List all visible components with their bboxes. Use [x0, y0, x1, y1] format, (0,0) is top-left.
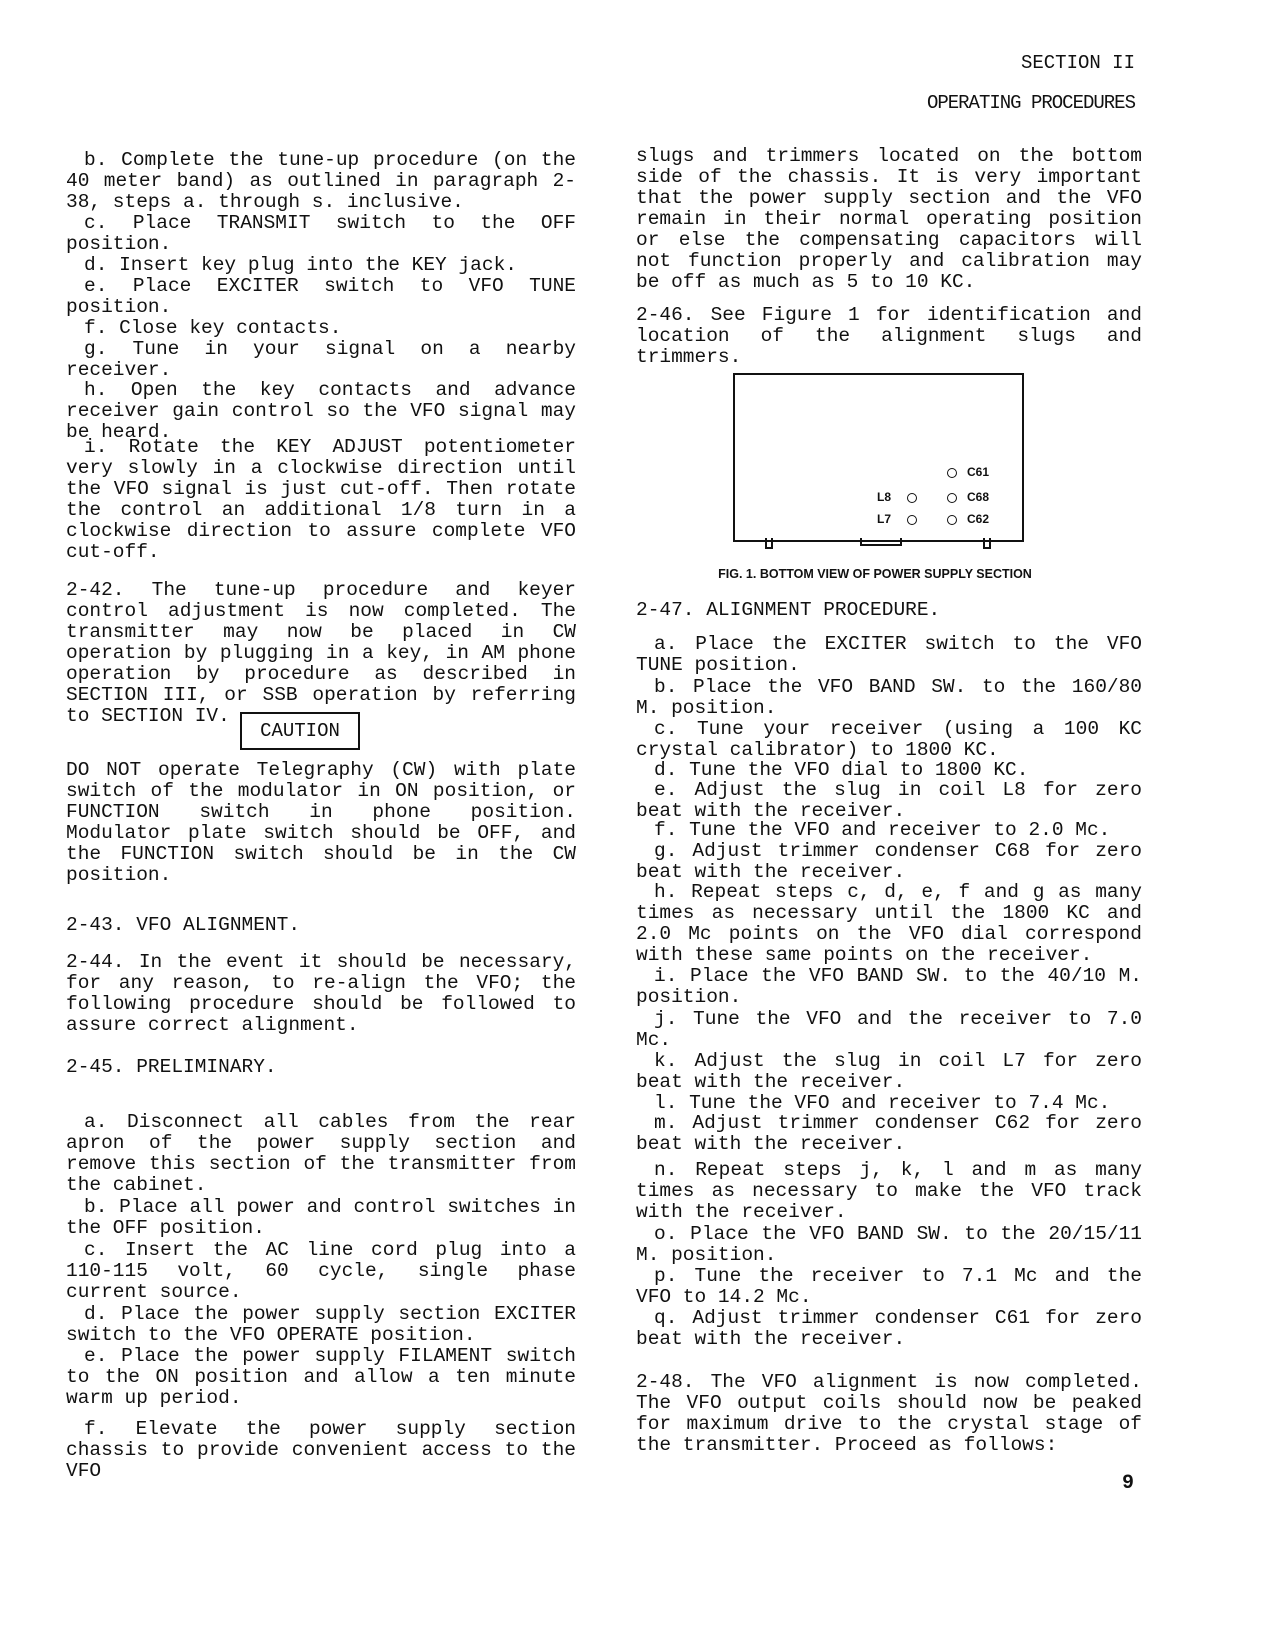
caution-text: DO NOT operate Telegraphy (CW) with plate switch of the modulator in ON position, or FUNCTION switch in phone position. Modulator plate switch should be OFF, and the FUNCTION switch should be in the CW position. — [66, 759, 576, 886]
align-l: l. Tune the VFO and receiver to 7.4 Mc. — [654, 1092, 1111, 1114]
c68-hole — [947, 493, 957, 503]
figure-caption: FIG. 1. BOTTOM VIEW OF POWER SUPPLY SECTION — [718, 567, 1032, 581]
align-m: m. Adjust trimmer condenser C62 for zero beat with the receiver. — [636, 1112, 1142, 1155]
chassis-foot — [983, 538, 991, 549]
prelim-c: c. Insert the AC line cord plug into a 110-115 volt, 60 cycle, single phase current source. — [66, 1239, 576, 1303]
prelim-b: b. Place all power and control switches in the OFF position. — [66, 1196, 576, 1239]
align-j: j. Tune the VFO and the receiver to 7.0 Mc. — [636, 1008, 1142, 1051]
step-c: c. Place TRANSMIT switch to the OFF position. — [66, 212, 576, 255]
section-title: OPERATING PROCEDURES — [926, 92, 1135, 114]
section-header: SECTION II — [1020, 52, 1135, 74]
para-continued: slugs and trimmers located on the bottom side of the chassis. It is very important that the power supply section and the VFO remain in their normal operating position or else the compensating capacitors will not function properly and calibration may be off as much as 5 to 10 KC. — [636, 145, 1142, 293]
para-2-46: 2-46. See Figure 1 for identification and location of the alignment slugs and trimmers. — [636, 304, 1142, 368]
prelim-d: d. Place the power supply section EXCITER switch to the VFO OPERATE position. — [66, 1303, 576, 1346]
c62-hole — [947, 515, 957, 525]
label-c61: C61 — [967, 465, 990, 479]
align-q: q. Adjust trimmer condenser C61 for zero beat with the receiver. — [636, 1307, 1142, 1350]
para-2-42: 2-42. The tune-up procedure and keyer control adjustment is now completed. The transmitter may now be placed in CW operation by plugging in a key, in AM phone operation by procedure as described in SECTION III, or SSB operation by referring to SECTION IV. — [66, 579, 576, 727]
step-e: e. Place EXCITER switch to VFO TUNE position. — [66, 275, 576, 318]
chassis-foot — [765, 538, 773, 549]
align-k: k. Adjust the slug in coil L7 for zero beat with the receiver. — [636, 1050, 1142, 1093]
step-d: d. Insert key plug into the KEY jack. — [84, 254, 517, 276]
align-a: a. Place the EXCITER switch to the VFO TUNE position. — [636, 633, 1142, 676]
para-2-44: 2-44. In the event it should be necessary, for any reason, to re-align the VFO; the following procedure should be followed to assure correct alignment. — [66, 951, 576, 1036]
align-d: d. Tune the VFO dial to 1800 KC. — [654, 759, 1029, 781]
prelim-a: a. Disconnect all cables from the rear apron of the power supply section and remove this section of the transmitter from the cabinet. — [66, 1111, 576, 1196]
heading-2-47: 2-47. ALIGNMENT PROCEDURE. — [636, 599, 941, 621]
figure-1-diagram — [733, 373, 1024, 542]
align-p: p. Tune the receiver to 7.1 Mc and the VFO to 14.2 Mc. — [636, 1265, 1142, 1308]
align-f: f. Tune the VFO and receiver to 2.0 Mc. — [654, 819, 1111, 841]
align-c: c. Tune your receiver (using a 100 KC crystal calibrator) to 1800 KC. — [636, 718, 1142, 761]
page-number: 9 — [1122, 1472, 1135, 1495]
c61-hole — [947, 468, 957, 478]
chassis-connector — [860, 538, 902, 546]
label-c62: C62 — [967, 512, 990, 526]
l8-hole — [907, 493, 917, 503]
caution-box: CAUTION — [240, 712, 360, 750]
l7-hole — [907, 515, 917, 525]
align-b: b. Place the VFO BAND SW. to the 160/80 M. position. — [636, 676, 1142, 719]
align-h: h. Repeat steps c, d, e, f and g as many times as necessary until the 1800 KC and 2.0 Mc points on the VFO dial correspond with these same points on the receiver. — [636, 881, 1142, 966]
prelim-e: e. Place the power supply FILAMENT switch to the ON position and allow a ten minute warm up period. — [66, 1345, 576, 1409]
heading-2-43: 2-43. VFO ALIGNMENT. — [66, 914, 301, 936]
step-g: g. Tune in your signal on a nearby receiver. — [66, 338, 576, 381]
heading-2-45: 2-45. PRELIMINARY. — [66, 1056, 277, 1078]
align-n: n. Repeat steps j, k, l and m as many times as necessary to make the VFO track with the receiver. — [636, 1159, 1142, 1223]
step-b: b. Complete the tune-up procedure (on the 40 meter band) as outlined in paragraph 2-38, steps a. through s. inclusive. — [66, 149, 576, 213]
align-g: g. Adjust trimmer condenser C68 for zero beat with the receiver. — [636, 840, 1142, 883]
align-o: o. Place the VFO BAND SW. to the 20/15/11 M. position. — [636, 1223, 1142, 1266]
label-l7: L7 — [877, 512, 892, 526]
label-l8: L8 — [877, 490, 892, 504]
align-e: e. Adjust the slug in coil L8 for zero beat with the receiver. — [636, 779, 1142, 822]
step-f: f. Close key contacts. — [84, 317, 342, 339]
step-h: h. Open the key contacts and advance receiver gain control so the VFO signal may be heard. — [66, 379, 576, 443]
label-c68: C68 — [967, 490, 990, 504]
align-i: i. Place the VFO BAND SW. to the 40/10 M. position. — [636, 965, 1142, 1008]
prelim-f: f. Elevate the power supply section chassis to provide convenient access to the VFO — [66, 1418, 576, 1482]
step-i: i. Rotate the KEY ADJUST potentiometer very slowly in a clockwise direction until the VFO signal is just cut-off. Then rotate the control an additional 1/8 turn in a clockwise direction to assure complete VFO cut-off. — [66, 436, 576, 563]
para-2-48: 2-48. The VFO alignment is now completed. The VFO output coils should now be peaked for maximum drive to the crystal stage of the transmitter. Proceed as follows: — [636, 1371, 1142, 1456]
